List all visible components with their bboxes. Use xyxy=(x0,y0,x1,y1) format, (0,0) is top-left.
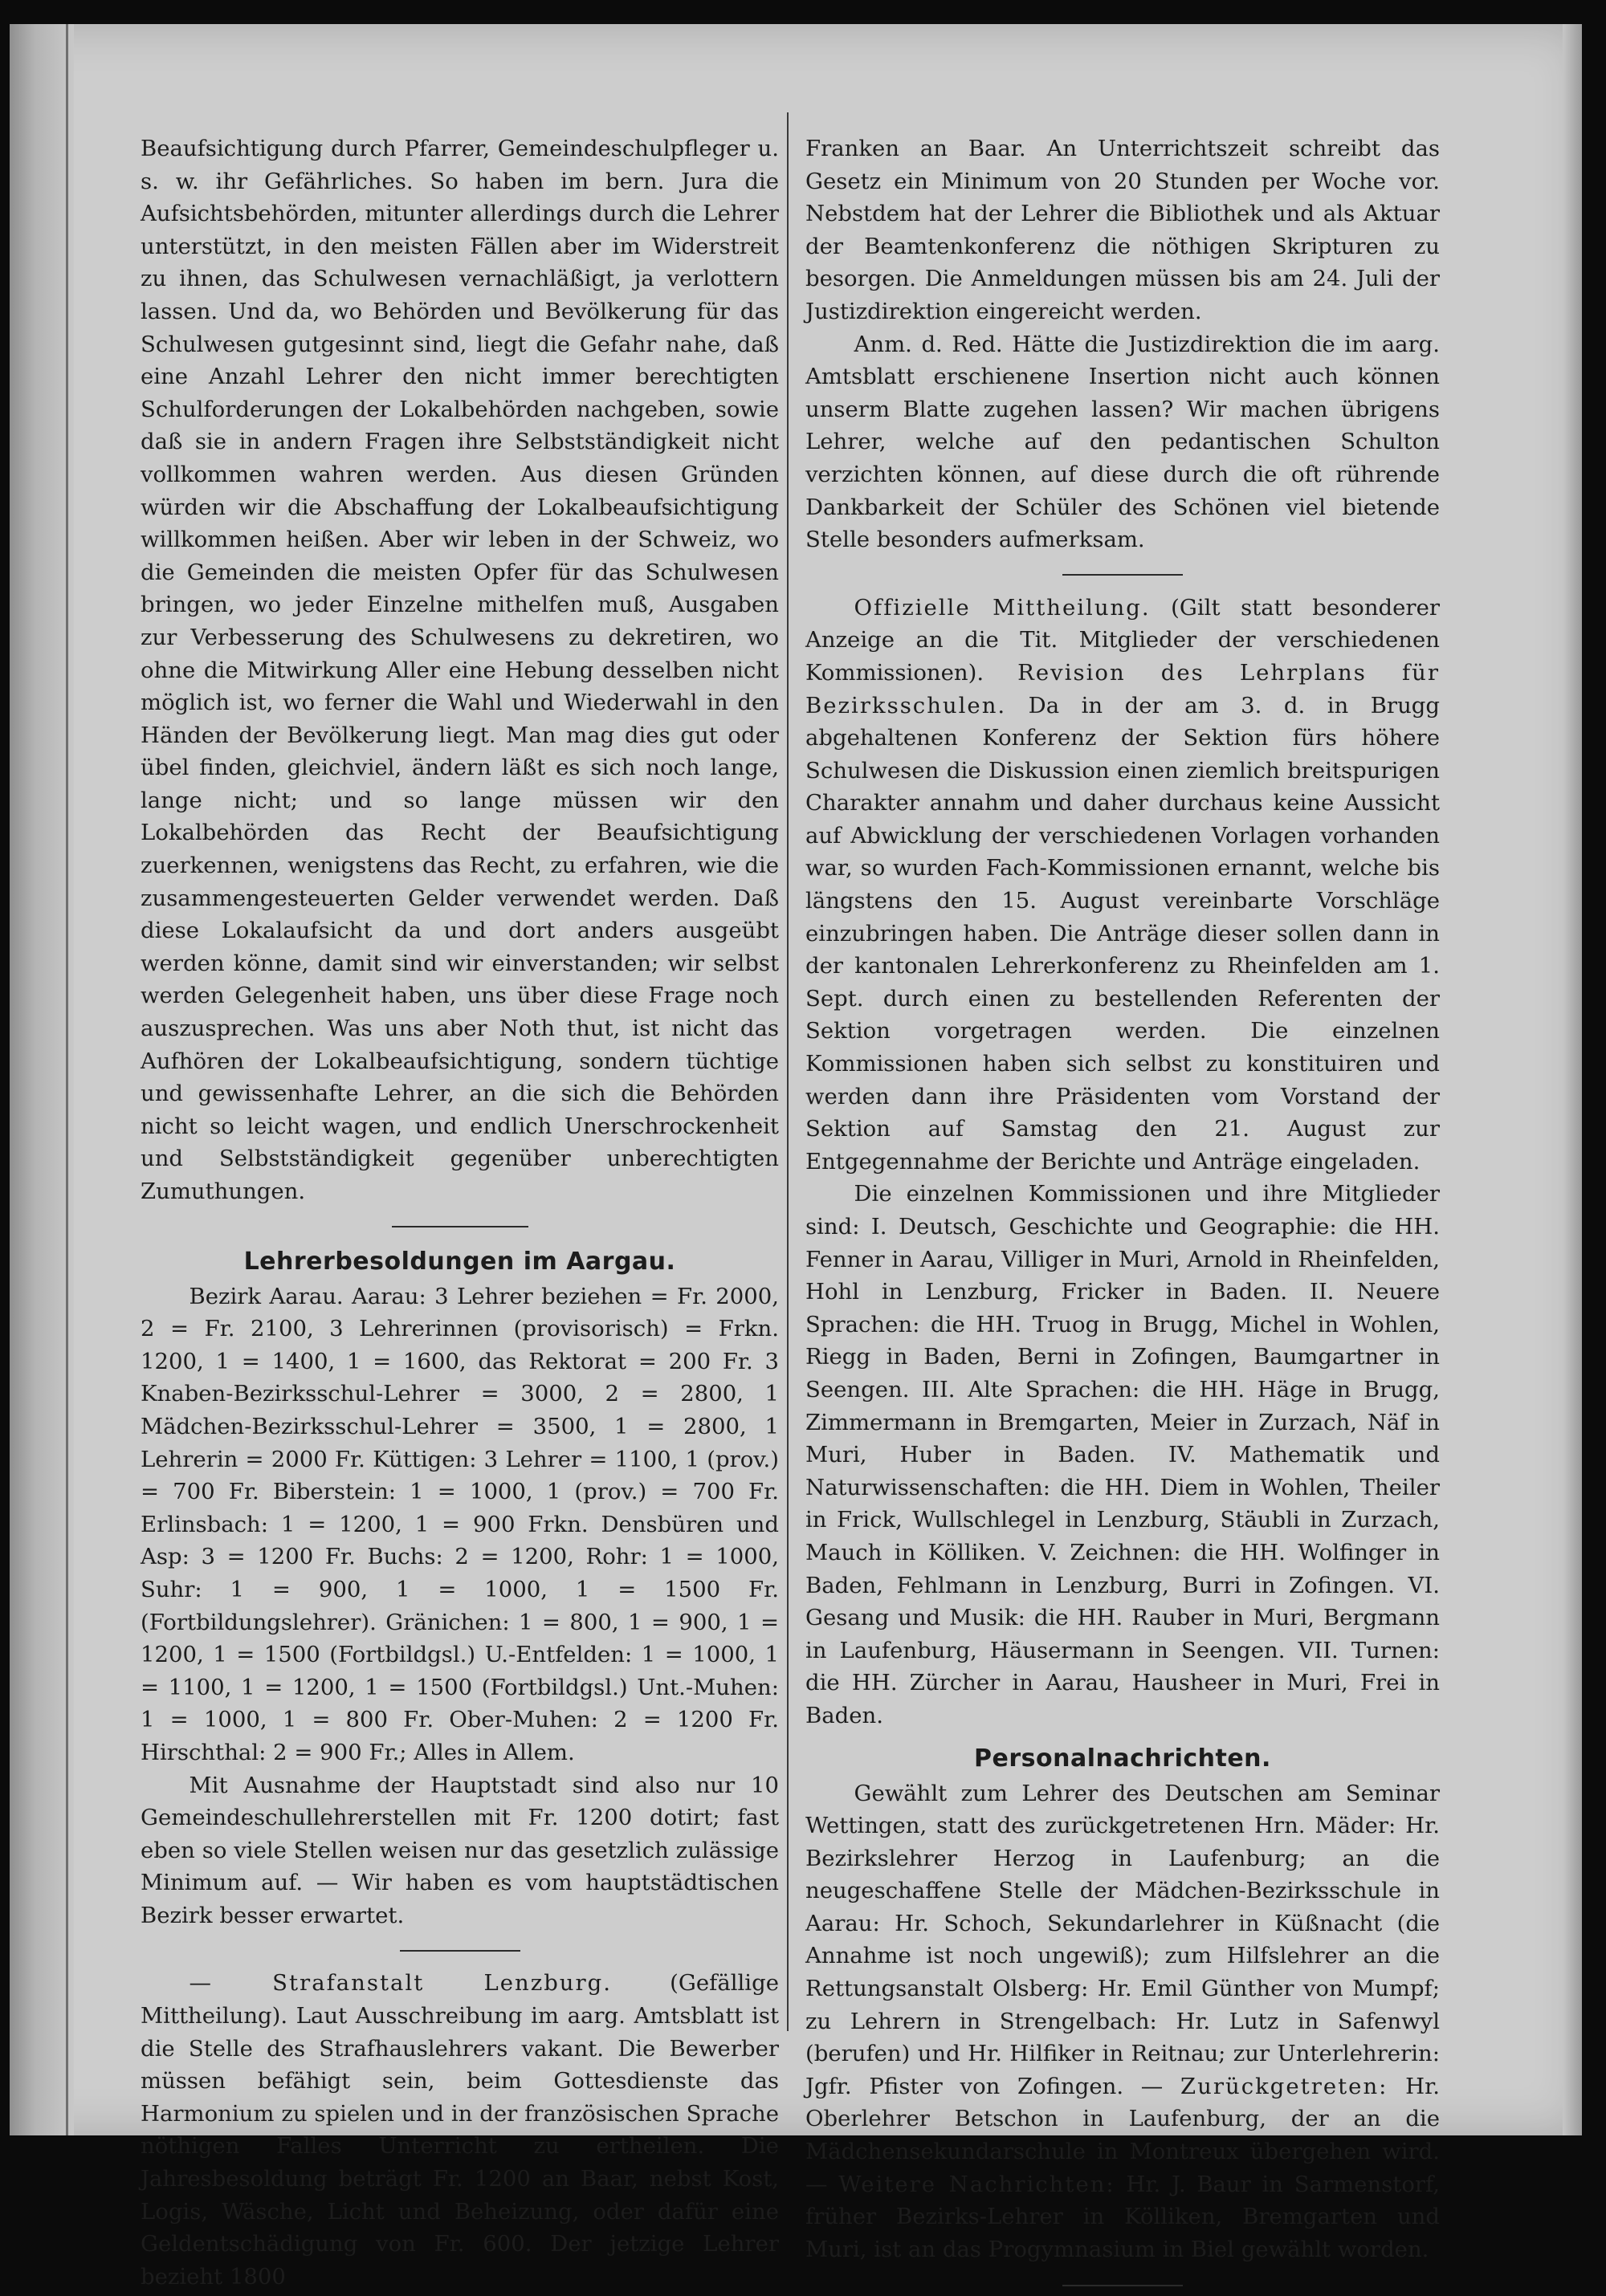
right-column xyxy=(805,132,1440,2296)
paragraph-salary-list: Bezirk Aarau. Aarau: 3 Lehrer beziehen = Fr. 2000, 2 = Fr. 2100, 3 Lehrerinnen (provisorisch) = Frkn. 1200, 1 = 1400, 1 = 1600, das Rektorat = 200 Fr. 3 Knaben-Bezirksschul-Lehrer = 3000, 2 = 2800, 1 Mädchen-Bezirksschul-Lehrer = 3500, 1 = 2800, 1 Lehrerin = 2000 Fr. Küttigen: 3 Lehrer = 1100, 1 (prov.) = 700 Fr. Biberstein: 1 = 1000, 1 (prov.) = 700 Fr. Erlinsbach: 1 = 1200, 1 = 900 Frkn. Densbüren und Asp: 3 = 1200 Fr. Buchs: 2 = 1200, Rohr: 1 = 1000, Suhr: 1 = 900, 1 = 1000, 1 = 1500 Fr. (Fortbildungslehrer). Gränichen: 1 = 800, 1 = 900, 1 = 1200, 1 = 1500 (Fortbildgsl.) U.-Entfelden: 1 = 1000, 1 = 1100, 1 = 1200, 1 = 1500 (Fortbildgsl.) Unt.-Muhen: 1 = 1000, 1 = 800 Fr. Ober-Muhen: 2 = 1200 Fr. Hirschthal: 2 = 900 Fr.; Alles in Allem. xyxy=(141,1283,779,1765)
section-separator xyxy=(141,1208,779,1244)
paragraph-personal-news: Gewählt zum Lehrer des Deutschen am Seminar Wettingen, statt des zurückgetretenen Hrn. Mäder: Hr. Bezirkslehrer Herzog in Laufenburg; an die neugeschaffene Stelle der Mädchen-Bezirksschule in Aarau: Hr. Schoch, Sekundarlehrer in Küßnacht (die Annahme ist noch ungewiß); zum Hilfslehrer an die Rettungsanstalt Olsberg: Hr. Emil Günther von Mumpf; zu Lehrern in Strengelbach: Hr. Lutz in Safenwyl (berufen) und Hr. Hilfiker in Reitnau; zur Unterlehrerin: Jgfr. Pfister von Zofingen. — Zurückgetreten: Hr. Oberlehrer Betschon in Laufenburg, der an die Mädchensekundarschule in Montreux übergehen wird. — Weitere Nachrichten: Hr. J. Baur in Sarmenstorf, früher Bezirks-Lehrer in Kölliken, Bremgarten und Muri, ist an das Progymnasium in Biel gewählt worden. xyxy=(805,1780,1440,2262)
section-separator xyxy=(805,556,1440,592)
spine-fold-line xyxy=(66,24,68,2135)
lead-further-news: Weitere Nachrichten: xyxy=(838,2171,1115,2197)
section-separator xyxy=(141,1932,779,1967)
column-divider xyxy=(787,112,789,2031)
left-column xyxy=(141,132,779,2293)
lead-curriculum-revision: Revision des Lehrplans für Bezirksschulen. xyxy=(805,659,1441,719)
paragraph-salary-comment: Mit Ausnahme der Hauptstadt sind also nur 10 Gemeindeschullehrerstellen mit Fr. 1200 dotirt; fast eben so viele Stellen weisen nur das gesetzlich zulässige Minimum auf. — Wir haben es vom hauptstädtischen Bezirk besser erwartet. xyxy=(141,1772,779,1928)
lead-retired: Zurückgetreten: xyxy=(1180,2073,1388,2099)
lead-official-notice: Offizielle Mittheilung. xyxy=(854,594,1151,621)
paragraph-commission-members: Die einzelnen Kommissionen und ihre Mitglieder sind: I. Deutsch, Geschichte und Geographie: die HH. Fenner in Aarau, Villiger in Muri, Arnold in Rheinfelden, Hohl in Lenzburg, Fricker in Baden. II. Neuere Sprachen: die HH. Truog in Brugg, Michel in Wohlen, Riegg in Baden, Berni in Zofingen, Baumgartner in Seengen. III. Alte Sprachen: die HH. Häge in Brugg, Zimmermann in Bremgarten, Meier in Zurzach, Näf in Muri, Huber in Baden. IV. Mathematik und Naturwissenschaften: die HH. Diem in Wohlen, Theiler in Frick, Wullschlegel in Lenzburg, Stäubli in Zurzach, Mauch in Kölliken. V. Zeichnen: die HH. Wolfinger in Baden, Fehlmann in Lenzburg, Burri in Zofingen. VI. Gesang und Musik: die HH. Rauber in Muri, Bergmann in Laufenburg, Häusermann in Seengen. VII. Turnen: die HH. Zürcher in Aarau, Hausheer in Muri, Frei in Baden. xyxy=(805,1181,1440,1728)
lead-strafanstalt: — Strafanstalt Lenzburg. xyxy=(189,1970,612,1997)
page-spine xyxy=(10,24,74,2135)
paragraph-lenzburg-prison: — Strafanstalt Lenzburg. (Gefällige Mittheilung). Laut Ausschreibung im aarg. Amtsblatt ist die Stelle des Strafhauslehrers vakant. Die Bewerber müssen befähigt sein, beim Gottesdienste das Harmonium zu spielen und in der französischen Sprache nöthigen Falles Unterricht zu ertheilen. Die Jahresbesoldung beträgt Fr. 1200 an Baar, nebst Kost, Logis, Wäsche, Licht und Beheizung, oder dafür eine Geldentschädigung von Fr. 600. Der jetzige Lehrer bezieht 1800 xyxy=(141,1970,779,2290)
section-separator xyxy=(805,2272,1440,2296)
heading-personal-news: Personalnachrichten. xyxy=(974,1744,1271,1773)
paragraph-editor-note: Anm. d. Red. Hätte die Justizdirektion die im aarg. Amtsblatt erschienene Insertion nicht auch können unserm Blatte zugehen lassen? Wir machen übrigens Lehrer, welche auf den pedantischen Schulton verzichten können, auf diese durch die oft rührende Dankbarkeit der Schüler des Schönen viel bietende Stelle besonders aufmerksam. xyxy=(805,331,1440,553)
paragraph-local-supervision: Beaufsichtigung durch Pfarrer, Gemeindeschulpfleger u. s. w. ihr Gefährliches. So haben im bern. Jura die Aufsichtsbehörden, mitunter allerdings durch die Lehrer unterstützt, in den meisten Fällen aber im Widerstreit zu ihnen, das Schulwesen vernachläßigt, ja verlottern lassen. Und da, wo Behörden und Bevölkerung für das Schulwesen gutgesinnt sind, liegt die Gefahr nahe, daß eine Anzahl Lehrer den nicht immer berechtigten Schulforderungen der Lokalbehörden nachgeben, sowie daß sie in andern Fragen ihre Selbstständigkeit nicht vollkommen wahren werden. Aus diesen Gründen würden wir die Abschaffung der Lokalbeaufsichtigung willkommen heißen. Aber wir leben in der Schweiz, wo die Gemeinden die meisten Opfer für das Schulwesen bringen, wo jeder Einzelne mithelfen muß, Ausgaben zur Verbesserung des Schulwesens zu dekretiren, wo ohne die Mitwirkung Aller eine Hebung desselben nicht möglich ist, wo ferner die Wahl und Wiederwahl in den Händen der Bevölkerung liegt. Man mag dies gut oder übel finden, gleichviel, ändern läßt es sich noch lange, lange nicht; und so lange müssen wir den Lokalbehörden das Recht der Beaufsichtigung zuerkennen, wenigstens das Recht, zu erfahren, wie die zusammengesteuerten Gelder verwendet werden. Daß diese Lokalaufsicht da und dort anders ausgeübt werden könne, damit sind wir einverstanden; wir selbst werden Gelegenheit haben, uns über diese Frage noch auszusprechen. Was uns aber Noth thut, ist nicht das Aufhören der Lokalbeaufsichtigung, sondern tüchtige und gewissenhafte Lehrer, an die sich die Behörden nicht so leicht wagen, und endlich Unerschrockenheit und Selbstständigkeit gegenüber unberechtigten Zumuthungen. xyxy=(141,136,779,1204)
page-edge xyxy=(1563,24,1582,2135)
paragraph-official-notice: Offizielle Mittheilung. (Gilt statt besonderer Anzeige an die Tit. Mitglieder der verschiedenen Kommissionen). Revision des Lehrplans für Bezirksschulen. Da in der am 3. d. in Brugg abgehaltenen Konferenz der Sektion fürs höhere Schulwesen die Diskussion einen ziemlich breitspurigen Charakter annahm und daher durchaus keine Aussicht auf Abwicklung der verschiedenen Vorlagen vorhanden war, so wurden Fach-Kommissionen ernannt, welche bis längstens den 15. August vereinbarte Vorschläge einzubringen haben. Die Anträge dieser sollen dann in der kantonalen Lehrerkonferenz zu Rheinfelden am 1. Sept. durch einen zu bestellenden Referenten der Sektion vorgetragen werden. Die einzelnen Kommissionen haben sich selbst zu konstituiren und werden dann ihre Präsidenten vom Vorstand der Sektion auf Samstag den 21. August zur Entgegennahme der Berichte und Anträge eingeladen. xyxy=(805,594,1441,1174)
paragraph-prison-continued: Franken an Baar. An Unterrichtszeit schreibt das Gesetz ein Minimum von 20 Stunden per Woche vor. Nebstdem hat der Lehrer die Bibliothek und als Aktuar der Beamtenkonferenz die nöthigen Skripturen zu besorgen. Die Anmeldungen müssen bis am 24. Juli der Justizdirektion eingereicht werden. xyxy=(805,136,1440,324)
heading-teacher-salaries: Lehrerbesoldungen im Aargau. xyxy=(243,1247,676,1276)
